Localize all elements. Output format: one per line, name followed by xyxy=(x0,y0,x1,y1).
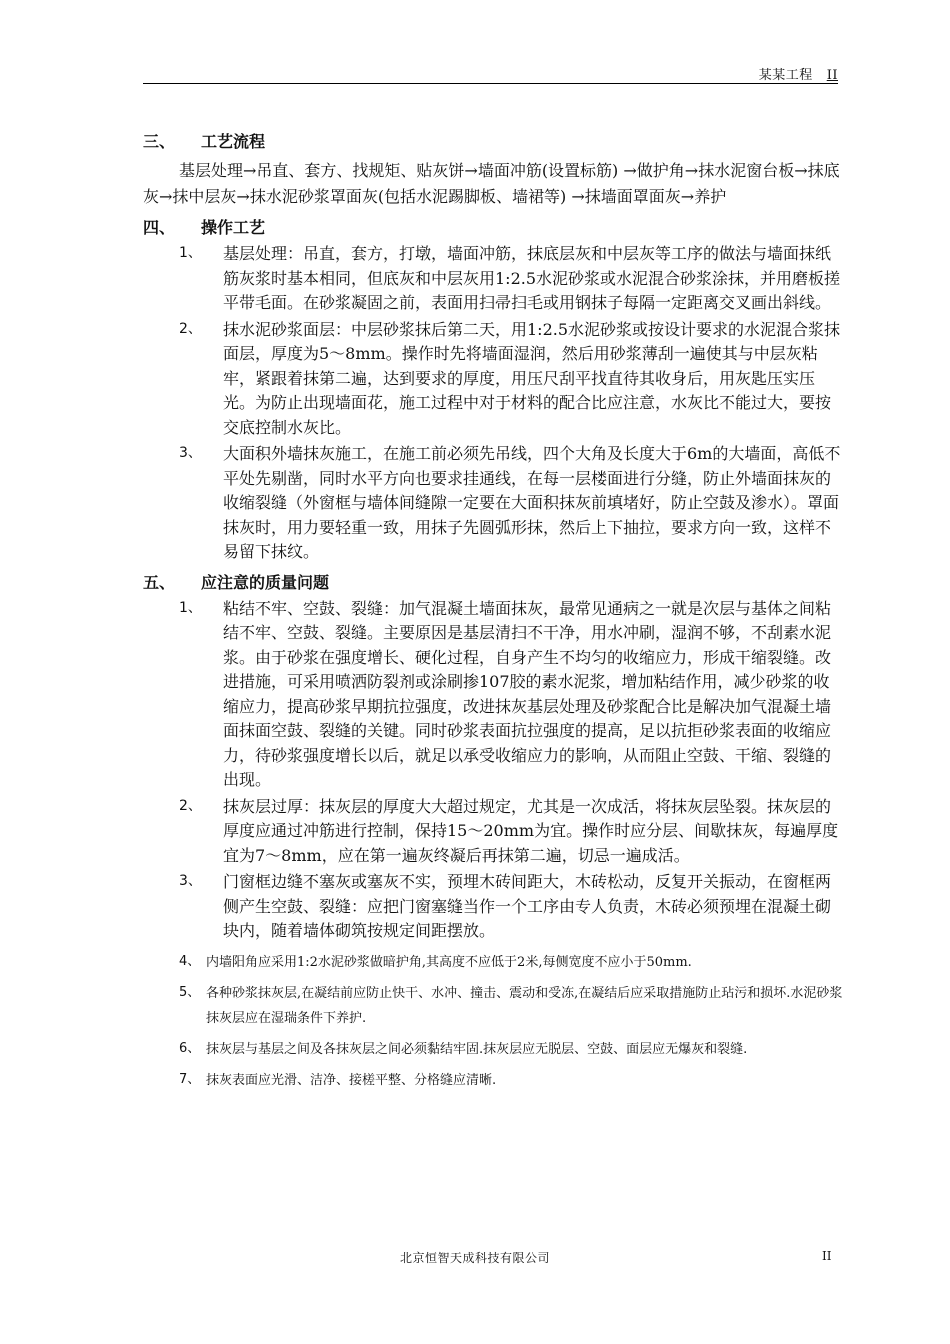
list-item-text: 抹灰表面应光滑、洁净、接槎平整、分格缝应清晰. xyxy=(206,1072,497,1088)
section-heading xyxy=(143,216,843,240)
list-item-text: 抹灰层过厚：抹灰层的厚度大大超过规定，尤其是一次成活，将抹灰层坠裂。抹灰层的厚度应通过冲筋进行控制，保持15～20mm为宜。操作时应分层、间歇抹灰，每遍厚度宜为7～8mm，应在第一遍灰终凝后再抹第二遍，切忌一遍成活。 xyxy=(223,796,839,865)
list-item-number: 7、 xyxy=(179,1071,201,1087)
section-heading xyxy=(143,571,843,595)
section-title: 应注意的质量问题 xyxy=(201,572,330,592)
list-item xyxy=(143,242,843,316)
list-item-text: 基层处理：吊直，套方，打墩，墙面冲筋，抹底层灰和中层灰等工序的做法与墙面抹纸筋灰浆时基本相同，但底灰和中层灰用1:2.5水泥砂浆或水泥混合砂浆涂抹，并用磨板搓平带毛面。在砂浆凝固之前，表面用扫帚扫毛或用钢抹子每隔一定距离交叉画出斜线。 xyxy=(223,244,841,312)
list-item-text: 内墙阳角应采用1:2水泥砂浆做暗护角,其高度不应低于2米,每侧宽度不应小于50mm. xyxy=(206,954,692,970)
header-divider xyxy=(143,83,838,84)
list-item-number: 2、 xyxy=(179,320,202,337)
list-item-text: 粘结不牢、空鼓、裂缝：加气混凝土墙面抹灰，最常见通病之一就是次层与基体之间粘结不牢、空鼓、裂缝。主要原因是基层清扫不干净，用水冲刷，湿润不够，不刮素水泥浆。由于砂浆在强度增长、硬化过程，自身产生不均匀的收缩应力，形成干缩裂缝。改进措施，可采用喷洒防裂剂或涂刷掺107胶的素水泥浆，增加粘结作用，减少砂浆的收缩应力，提高砂浆早期抗拉强度，改进抹灰基层处理及砂浆配合比是解决加气混凝土墙面抹面空鼓、裂缝的关键。同时砂浆表面抗拉强度的提高，足以抗拒砂浆表面的收缩应力，待砂浆强度增长以后，就足以承受收缩应力的影响，从而阻止空鼓、干缩、裂缝的出现。 xyxy=(223,598,832,789)
header-title: 某某工程 xyxy=(758,68,813,83)
list-item-number: 5、 xyxy=(179,984,201,1000)
list-item-number: 1、 xyxy=(179,599,202,616)
section-title: 操作工艺 xyxy=(201,218,266,237)
section-number: 三、 xyxy=(143,132,176,151)
list-item xyxy=(143,597,843,793)
list-item xyxy=(143,870,843,944)
process-flow-paragraph: 基层处理→吊直、套方、找规矩、贴灰饼→墙面冲筋(设置标筋) →做护角→抹水泥窗台板→抹底灰→抹中层灰→抹水泥砂浆罩面灰(包括水泥踢脚板、墙裙等) →抹墙面罩面灰→养护 xyxy=(143,161,840,206)
list-item xyxy=(143,981,843,1031)
list-item-number: 1、 xyxy=(179,245,202,261)
list-item-text: 大面积外墙抹灰施工，在施工前必须先吊线，四个大角及长度大于6m的大墙面，高低不平处先剔凿，同时水平方向也要求挂通线，在每一层楼面进行分缝，防止外墙面抹灰的收缩裂缝（外窗框与墙体间缝隙一定要在大面积抹灰前填堵好，防止空鼓及渗水）。罩面抹灰时，用力要轻重一致，用抹子先圆弧形抹，然后上下抽拉，要求方向一致，这样不易留下抹纹。 xyxy=(223,444,841,561)
document-body xyxy=(143,126,843,1093)
list-item-text: 抹水泥砂浆面层：中层砂浆抹后第二天，用1:2.5水泥砂浆或按设计要求的水泥混合浆抹面层，厚度为5～8mm。操作时先将墙面湿润，然后用砂浆薄刮一遍使其与中层灰粘牢，紧跟着抹第二遍，达到要求的厚度，用压尺刮平找直待其收身后，用灰匙压实压光。为防止出现墙面花，施工过程中对于材料的配合比应注意，水灰比不能过大，要按交底控制水灰比。 xyxy=(223,319,841,437)
section-title: 工艺流程 xyxy=(201,132,266,151)
list-item xyxy=(143,950,843,975)
list-item xyxy=(143,318,843,441)
list-item-text: 各种砂浆抹灰层,在凝结前应防止快干、水冲、撞击、震动和受冻,在凝结后应采取措施防止玷污和损坏.水泥砂浆抹灰层应在湿瑞条件下养护. xyxy=(206,985,843,1026)
list-item-number: 2、 xyxy=(179,797,202,814)
header-page-number: II xyxy=(826,68,838,83)
footer-page-number: II xyxy=(822,1249,832,1263)
list-item-number: 4、 xyxy=(179,953,201,969)
section-number: 四、 xyxy=(143,218,176,237)
list-item xyxy=(143,1037,843,1062)
page-header xyxy=(600,64,838,83)
list-item-number: 6、 xyxy=(179,1040,201,1056)
list-item-text: 门窗框边缝不塞灰或塞灰不实，预埋木砖间距大，木砖松动，反复开关振动，在窗框两侧产生空鼓、裂缝：应把门窗塞缝当作一个工序由专人负责，木砖必须预埋在混凝土砌块内，随着墙体砌筑按规定间距摆放。 xyxy=(223,872,832,940)
list-item-number: 3、 xyxy=(179,445,202,461)
list-item-number: 3、 xyxy=(179,873,202,889)
section-number: 五、 xyxy=(143,572,176,592)
section-heading xyxy=(143,130,843,154)
list-item xyxy=(143,795,843,869)
footer-company: 北京恒智天成科技有限公司 xyxy=(399,1251,550,1265)
list-item xyxy=(143,1068,843,1093)
list-item-text: 抹灰层与基层之间及各抹灰层之间必须黏结牢固.抹灰层应无脱层、空鼓、面层应无爆灰和裂缝. xyxy=(206,1041,748,1057)
list-item xyxy=(143,442,843,565)
